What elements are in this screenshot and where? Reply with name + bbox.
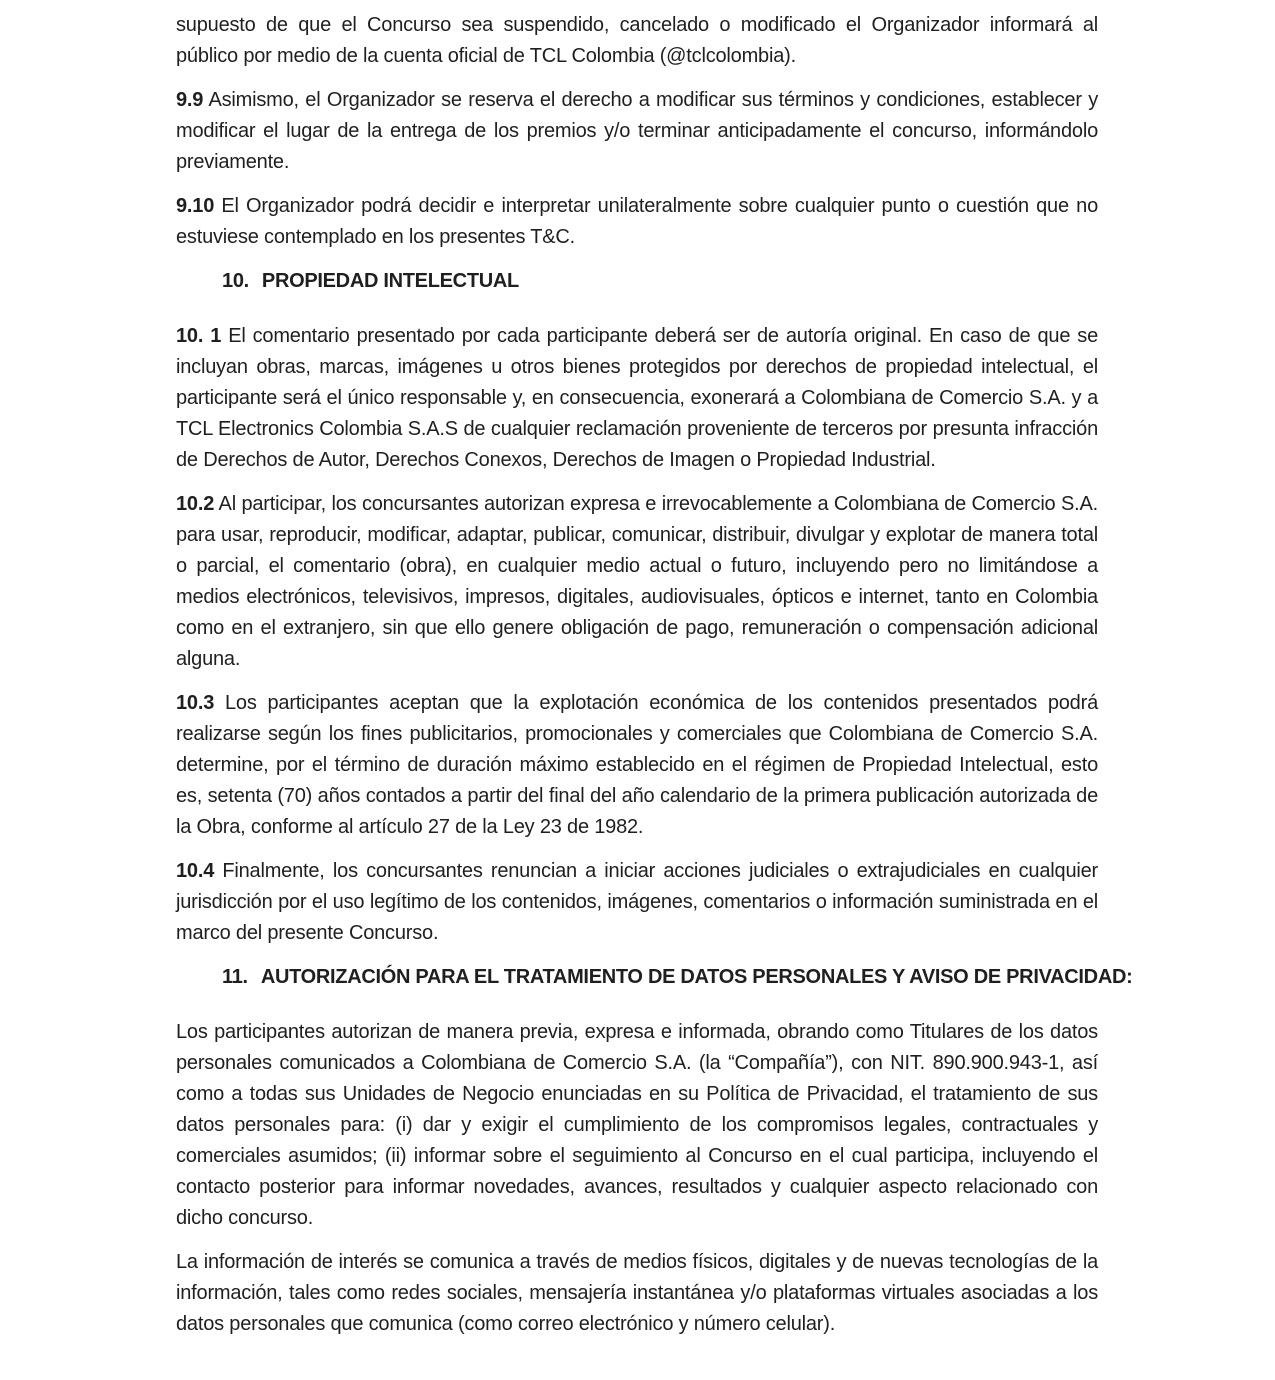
clause-number: 10. (222, 270, 249, 292)
clause-text: El Organizador podrá decidir e interpretar unilateralmente sobre cualquier punto o cuestión que no estuviese contemplado en los presentes T&C. (176, 195, 1098, 248)
clause-number: 11. (222, 966, 248, 988)
paragraph (176, 489, 1098, 675)
clause-number: 10.2 (176, 493, 215, 515)
clause-number: 10. 1 (176, 325, 222, 347)
document-body (176, 10, 1133, 1340)
section-heading (176, 266, 1098, 297)
clause-text: Los participantes autorizan de manera previa, expresa e informada, obrando como Titulares de los datos personales comunicados a Colombiana de Comercio S.A. (la “Compañía”), con NIT. 890.900.943-1, así como a todas sus Unidades de Negocio enunciadas en su Política de Privacidad, el tratamiento de sus datos personales para: (i) dar y exigir el cumplimiento de los compromisos legales, contractuales y comerciales asumidos; (ii) informar sobre el seguimiento al Concurso en el cual participa, incluyendo el contacto posterior para informar novedades, avances, resultados y cualquier aspecto relacionado con dicho concurso. (176, 1021, 1098, 1229)
paragraph (176, 1017, 1098, 1234)
clause-text: La información de interés se comunica a través de medios físicos, digitales y de nuevas tecnologías de la información, tales como redes sociales, mensajería instantánea y/o plataformas virtuales asociadas a los datos personales que comunica (como correo electrónico y número celular). (176, 1251, 1098, 1335)
clause-text: Finalmente, los concursantes renuncian a iniciar acciones judiciales o extrajudiciales en cualquier jurisdicción por el uso legítimo de los contenidos, imágenes, comentarios o información suministrada en el marco del presente Concurso. (176, 860, 1098, 944)
clause-text: Asimismo, el Organizador se reserva el derecho a modificar sus términos y condiciones, establecer y modificar el lugar de la entrega de los premios y/o terminar anticipadamente el concurso, informándolo previamente. (176, 89, 1098, 173)
clause-text: Al participar, los concursantes autorizan expresa e irrevocablemente a Colombiana de Comercio S.A. para usar, reproducir, modificar, adaptar, publicar, comunicar, distribuir, divulgar y explotar de manera total o parcial, el comentario (obra), en cualquier medio actual o futuro, incluyendo pero no limitándose a medios electrónicos, televisivos, impresos, digitales, audiovisuales, ópticos e internet, tanto en Colombia como en el extranjero, sin que ello genere obligación de pago, remuneración o compensación adicional alguna. (176, 493, 1098, 670)
clause-number: 9.10 (176, 195, 215, 217)
paragraph (176, 10, 1098, 72)
section-heading (176, 962, 1133, 993)
clause-text: El comentario presentado por cada participante deberá ser de autoría original. En caso de que se incluyan obras, marcas, imágenes u otros bienes protegidos por derechos de propiedad intelectual, el participante será el único responsable y, en consecuencia, exonerará a Colombiana de Comercio S.A. y a TCL Electronics Colombia S.A.S de cualquier reclamación proveniente de terceros por presunta infracción de Derechos de Autor, Derechos Conexos, Derechos de Imagen o Propiedad Industrial. (176, 325, 1098, 471)
clause-text: PROPIEDAD INTELECTUAL (261, 270, 519, 292)
paragraph (176, 688, 1098, 843)
clause-number: 10.3 (176, 692, 215, 714)
clause-number: 9.9 (176, 89, 204, 111)
paragraph (176, 321, 1098, 476)
clause-text: AUTORIZACIÓN PARA EL TRATAMIENTO DE DATOS PERSONALES Y AVISO DE PRIVACIDAD: (260, 966, 1133, 988)
paragraph (176, 191, 1098, 253)
paragraph (176, 1247, 1098, 1340)
clause-text: Los participantes aceptan que la explotación económica de los contenidos presentados podrá realizarse según los fines publicitarios, promocionales y comerciales que Colombiana de Comercio S.A. determine, por el término de duración máximo establecido en el régimen de Propiedad Intelectual, esto es, setenta (70) años contados a partir del final del año calendario de la primera publicación autorizada de la Obra, conforme al artículo 27 de la Ley 23 de 1982. (176, 692, 1098, 838)
paragraph (176, 85, 1098, 178)
clause-text: supuesto de que el Concurso sea suspendido, cancelado o modificado el Organizador informará al público por medio de la cuenta oficial de TCL Colombia (@tclcolombia). (176, 14, 1098, 67)
paragraph (176, 856, 1098, 949)
clause-number: 10.4 (176, 860, 215, 882)
